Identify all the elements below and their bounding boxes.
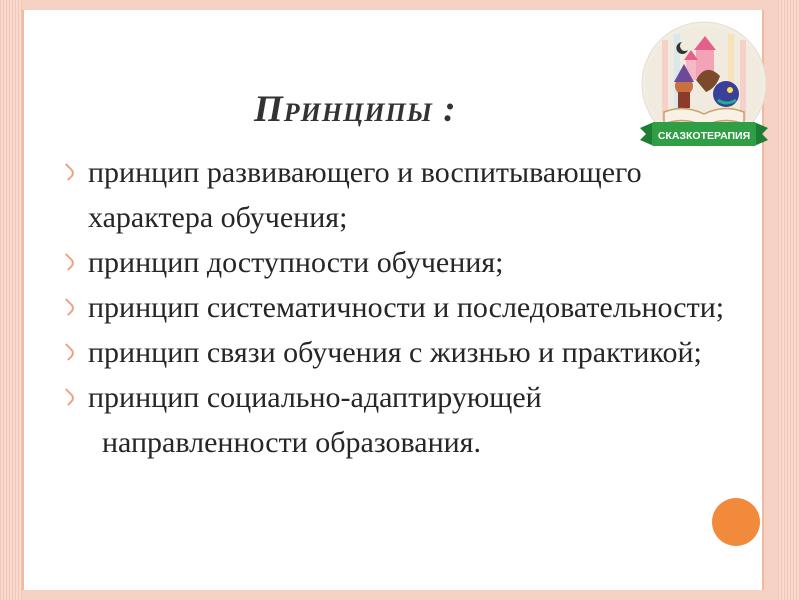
- bullet-text: принцип социально-адаптирующей: [88, 381, 542, 414]
- logo-label: СКАЗКОТЕРАПИЯ: [657, 130, 751, 142]
- bullet-item: [46, 285, 726, 330]
- bullet-item: [46, 375, 726, 465]
- chevron-bullet-icon: [59, 298, 77, 316]
- bullet-text: принцип доступности обучения;: [88, 246, 504, 279]
- chevron-bullet-icon: [59, 388, 77, 406]
- orange-circle-decoration: [712, 498, 760, 546]
- fairy-tale-book-logo: [634, 20, 774, 160]
- right-stripe-border: [778, 0, 800, 600]
- bullet-continuation: направленности образования.: [102, 426, 481, 459]
- bullet-list: [46, 150, 726, 465]
- bullet-item: [46, 240, 726, 285]
- slide-title: Принципы :: [254, 89, 457, 130]
- slide: [22, 10, 764, 590]
- bullet-text: принцип связи обучения с жизнью и практикой;: [88, 336, 702, 369]
- bullet-text: принцип систематичности и последовательности;: [88, 291, 725, 324]
- chevron-bullet-icon: [59, 253, 77, 271]
- bullet-item: [46, 150, 726, 240]
- left-stripe-border: [0, 0, 22, 600]
- bullet-text: принцип развивающего и воспитывающего характера обучения;: [88, 156, 642, 234]
- bullet-item: [46, 330, 726, 375]
- chevron-bullet-icon: [59, 163, 77, 181]
- chevron-bullet-icon: [59, 343, 77, 361]
